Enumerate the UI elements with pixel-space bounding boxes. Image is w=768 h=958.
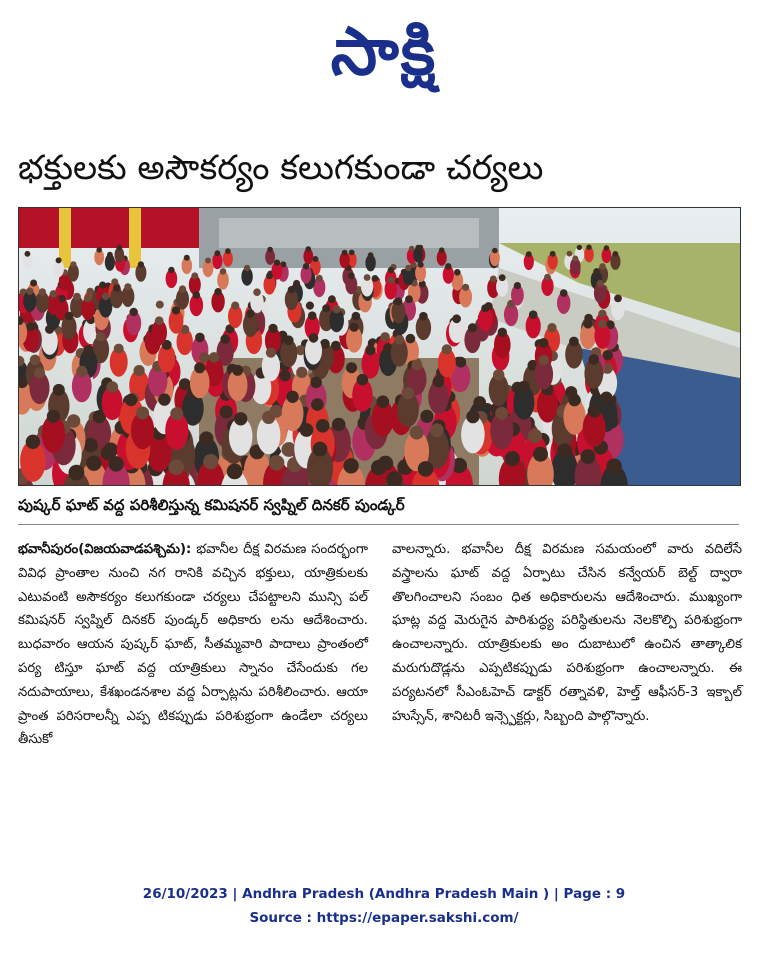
crowd-photo-icon <box>19 208 740 485</box>
article-column-right <box>392 538 742 728</box>
page-footer <box>0 882 768 930</box>
photo-caption: పుష్కర్ ఘాట్ వద్ద పరిశీలిస్తున్న కమిషనర్ స్వప్నిల్ దినకర్ పుండ్కర్ <box>18 496 405 514</box>
footer-source-line: Source : https://epaper.sakshi.com/ <box>249 910 519 926</box>
caption-divider <box>18 524 739 525</box>
dateline: భవానీపురం(విజయవాడపశ్చిమ): <box>18 542 192 557</box>
sakshi-logo: సాక్షి <box>330 13 438 90</box>
article-column-left <box>18 538 368 752</box>
article-photo <box>18 207 741 486</box>
masthead <box>0 10 768 94</box>
body-left-text: భవానీల దీక్ష విరమణ సందర్భంగా వివిధ ప్రాంతాల నుంచి నగ రానికి వచ్చిన భక్తులు, యాత్రికులకు ఎటువంటి అసౌకర్యం కలుగకుండా చర్యలు చేపట్టాలని మున్సి పల్ కమిషనర్ స్వప్నిల్ దినకర్ పుండ్కర్ అధికారు లను ఆదేశించారు. బుధవారం ఆయన పుష్కర్ ఘాట్, సీతమ్మవారి పాదాలు ప్రాంతంలో పర్య టిస్తూ ఘాట్ వద్ద యాత్రికులు స్నానం చేసేందుకు గల నదుపాయాలు, కేశఖండనశాల వద్ద ఏర్పాట్లను పరిశీలించారు. ఆయా ప్రాంత పరిసరాలన్నీ ఎప్ప టికప్పుడు పరిశుభ్రంగా ఉండేలా చర్యలు తీసుకో <box>18 542 368 748</box>
article-headline: భక్తులకు అసౌకర్యం కలుగకుండా చర్యలు <box>18 148 544 188</box>
body-right-text: వాలన్నారు. భవానీల దీక్ష విరమణ సమయంలో వారు వదిలేసే వస్త్రాలను ఘాట్ వద్ద ఏర్పాటు చేసిన కన్వేయర్ బెల్ట్ ద్వారా తొలగించాలని సంబం ధిత అధికారులను ఆదేశించారు. ముఖ్యంగా ఘాట్ల వద్ద మెరుగైన పారిశుద్ధ్య పరిస్థితులను నెలకొల్పి పరిశుభ్రంగా ఉంచాలన్నారు. యాత్రికులకు అం దుబాటులో ఉంచిన తాత్కాలిక మరుగుదొడ్లను ఎప్పటికప్పుడు పరిశుభ్రంగా ఉంచాలన్నారు. ఈ పర్యటనలో సీఎంఓహెచ్ డాక్టర్ రత్నావళి, హెల్త్ ఆఫీసర్-3 ఇక్బాల్ హుస్సేన్, శానిటరీ ఇన్స్పెక్టర్లు, సిబ్బంది పాల్గొన్నారు. <box>392 542 742 724</box>
footer-publication-line: 26/10/2023 | Andhra Pradesh (Andhra Pradesh Main ) | Page : 9 <box>142 886 626 902</box>
